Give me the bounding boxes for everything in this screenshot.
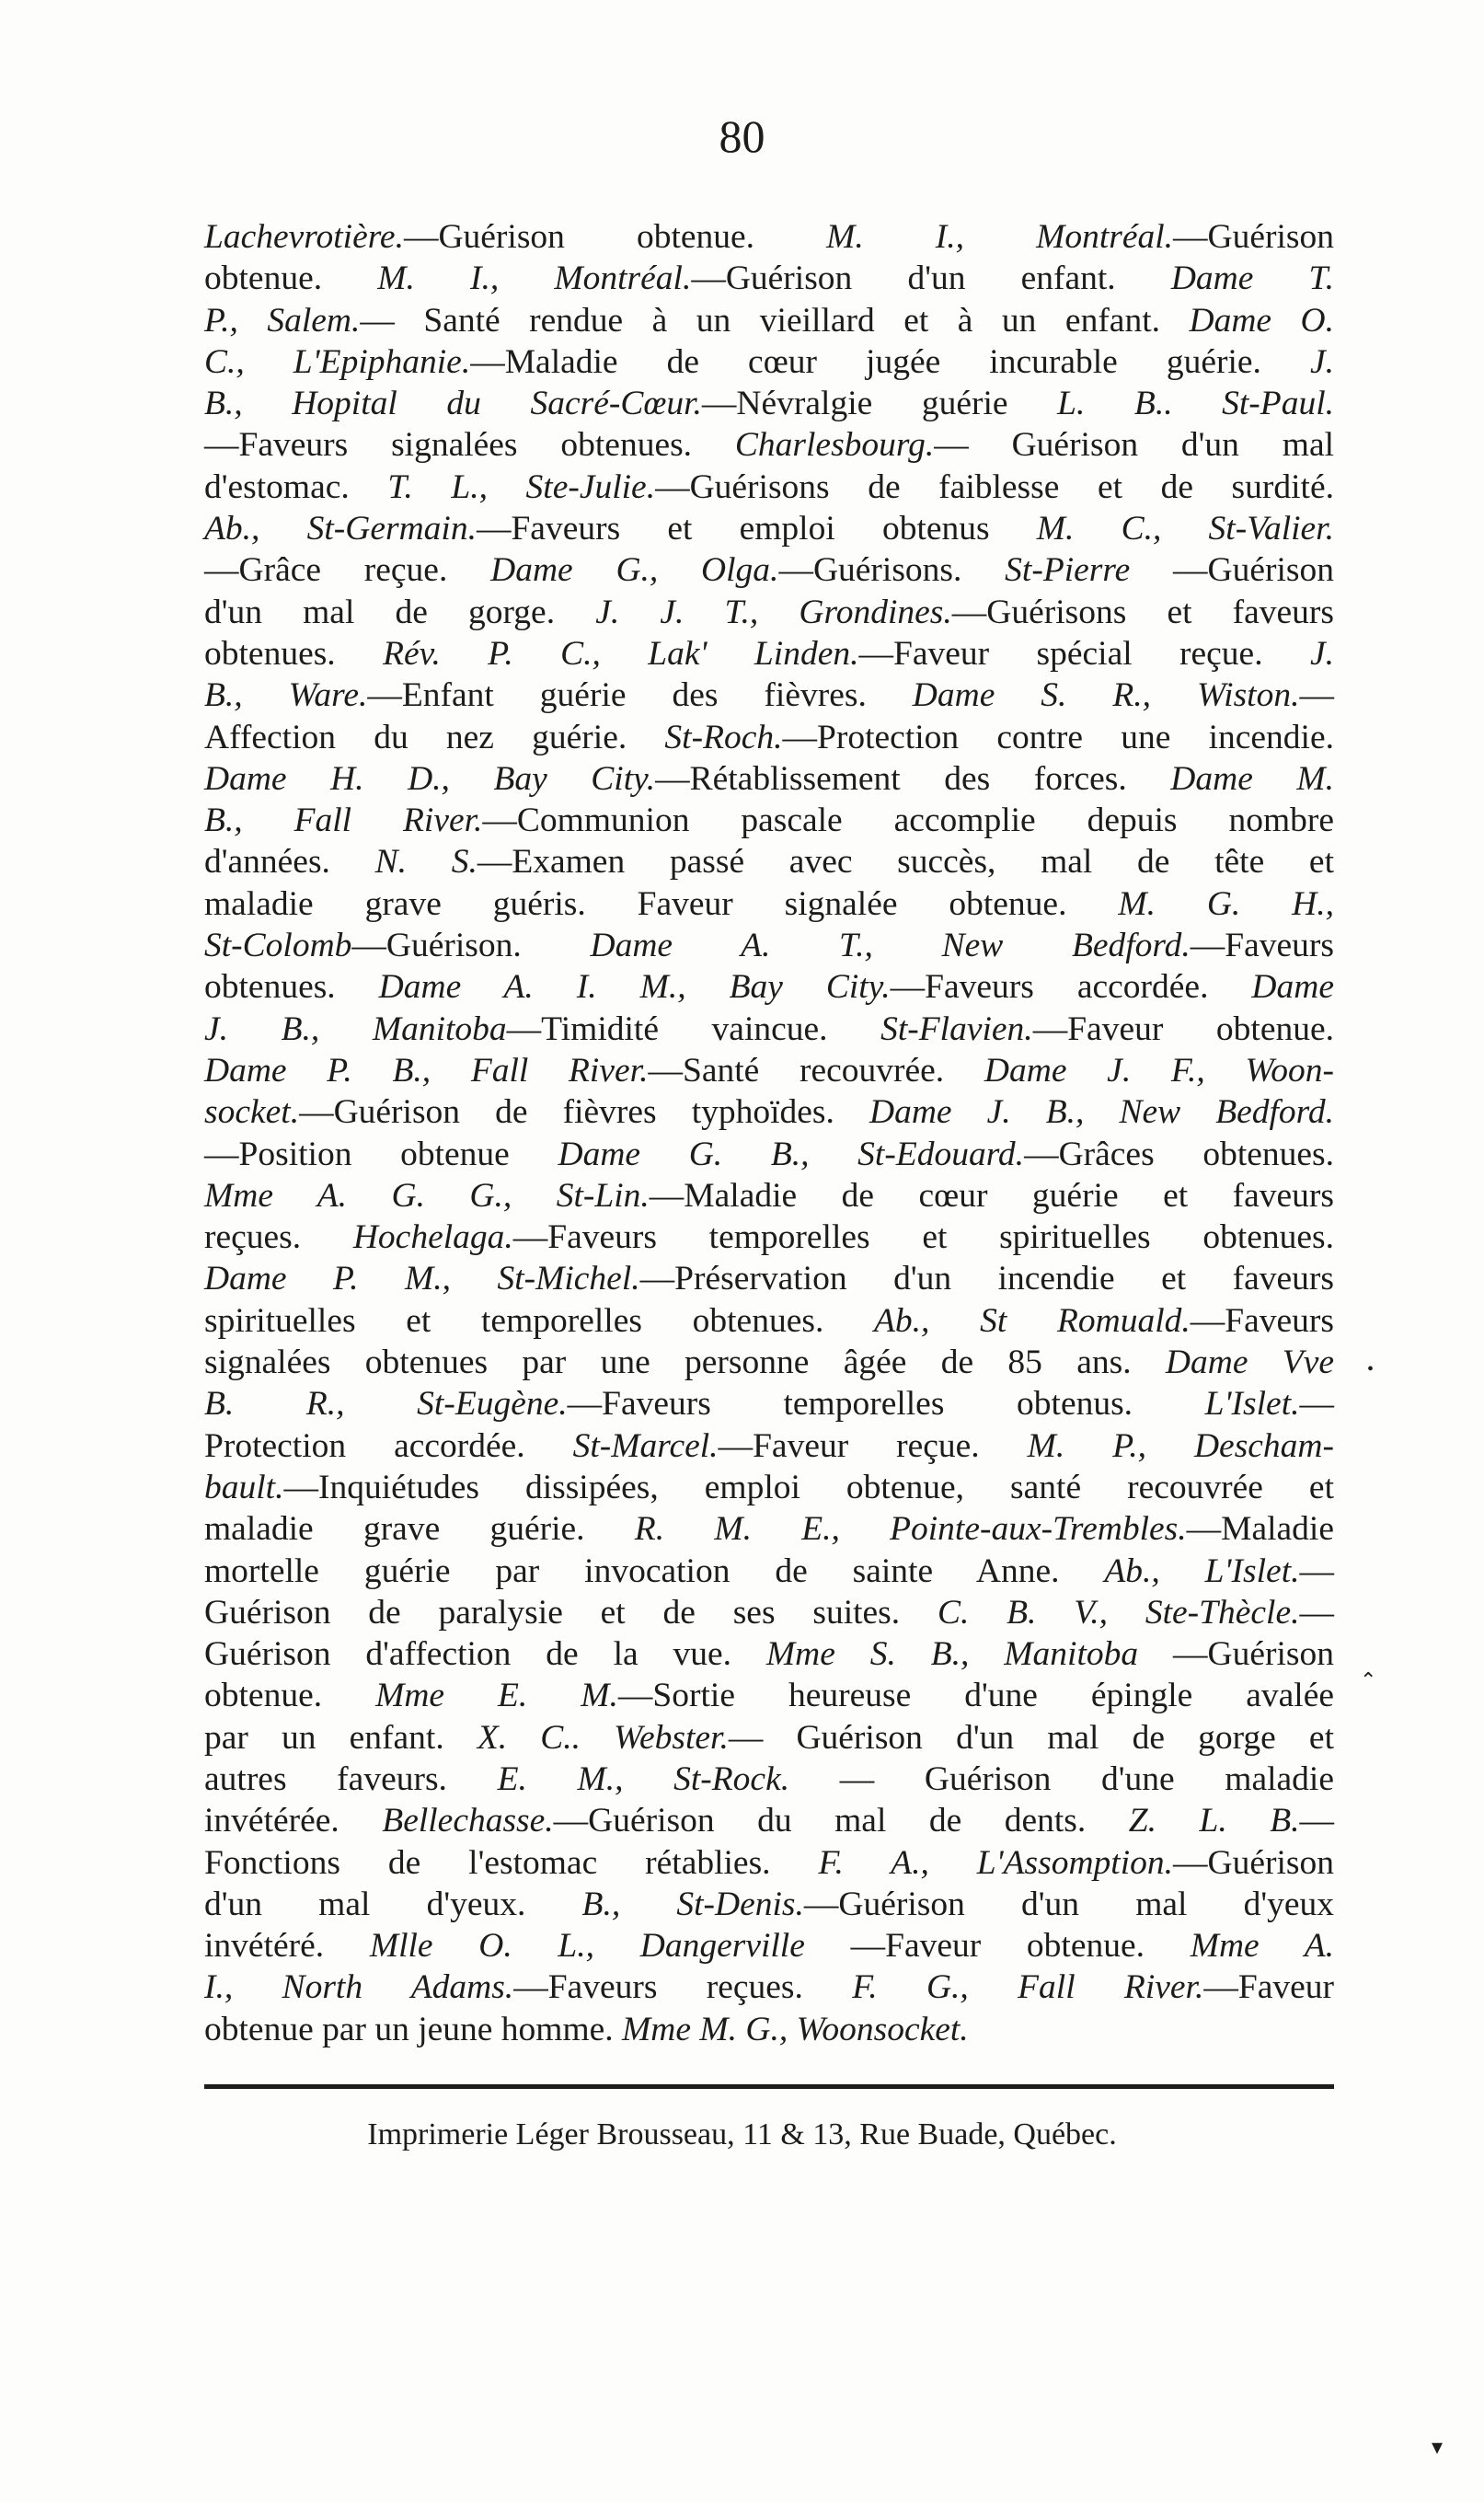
- italic-name: L'Islet.: [1204, 1385, 1300, 1424]
- text-segment: —Guérison d'un mal d'yeux: [803, 1885, 1334, 1923]
- page-number: 80: [719, 110, 765, 162]
- italic-name: Ab., L'Islet.: [1104, 1551, 1300, 1590]
- text-line: [204, 1217, 1334, 1258]
- text-segment: par un enfant.: [204, 1718, 477, 1757]
- italic-name: B., St-Denis.: [581, 1885, 804, 1923]
- italic-name: Dame A. T., New Bedford.: [590, 927, 1191, 965]
- text-line: [204, 1925, 1334, 1967]
- italic-name: X. C.. Webster.: [477, 1718, 729, 1757]
- text-line: [204, 1717, 1334, 1759]
- text-line: [204, 1383, 1334, 1425]
- ink-speck: ▾: [1432, 2436, 1444, 2460]
- text-segment: —Faveurs: [1190, 927, 1334, 965]
- text-segment: spirituelles et temporelles obtenues.: [204, 1301, 875, 1340]
- text-line: [204, 258, 1334, 299]
- italic-name: Dame: [1251, 968, 1334, 1007]
- text-segment: —Guérison obtenue.: [403, 218, 827, 256]
- italic-name: R. M. E., Pointe-aux-Trembles.: [634, 1510, 1187, 1549]
- text-line: [204, 1467, 1334, 1508]
- text-line: [204, 1967, 1334, 2008]
- text-segment: signalées obtenues par une personne âgée de 85 ans.: [204, 1344, 1166, 1382]
- text-segment: —Maladie: [1186, 1510, 1334, 1549]
- italic-name: M. C., St-Valier.: [1036, 510, 1334, 548]
- italic-name: Dame Vve: [1165, 1344, 1334, 1382]
- italic-name: Mme A.: [1190, 1927, 1334, 1966]
- text-line: [204, 1842, 1334, 1884]
- italic-name: M. P., Descham-: [1027, 1426, 1334, 1465]
- text-segment: —Protection contre une incendie.: [782, 718, 1334, 756]
- italic-name: B., Ware.: [204, 676, 368, 715]
- italic-name: F. A., L'Assomption.: [818, 1843, 1174, 1882]
- text-segment: —Préservation d'un incendie et faveurs: [639, 1260, 1334, 1298]
- text-segment: —Névralgie guérie: [701, 385, 1058, 423]
- italic-name: P., Salem.: [204, 301, 361, 340]
- text-segment: — Guérison d'une maladie: [789, 1759, 1334, 1798]
- italic-name: Dame G. B., St-Edouard.: [558, 1135, 1025, 1173]
- text-segment: —Faveurs temporelles et spirituelles obtenues.: [512, 1218, 1335, 1257]
- text-line: [204, 717, 1334, 758]
- italic-name: St-Flavien.: [880, 1009, 1033, 1048]
- text-segment: —Examen passé avec succès, mal de tête et: [477, 843, 1334, 882]
- italic-name: C. B. V., Ste-Thècle.: [937, 1593, 1300, 1632]
- text-segment: —Communion pascale accomplie depuis nombre: [482, 802, 1334, 840]
- italic-name: B., Fall River.: [204, 802, 483, 840]
- text-segment: —Maladie de cœur guérie et faveurs: [649, 1176, 1334, 1215]
- text-line: [204, 300, 1334, 341]
- text-segment: obtenue.: [204, 1677, 376, 1715]
- text-segment: mortelle guérie par invocation de sainte Anne.: [204, 1551, 1105, 1590]
- italic-name: J. J. T., Grondines.: [595, 593, 952, 631]
- text-segment: —: [1299, 1385, 1334, 1424]
- italic-name: Dame P. M., St-Michel.: [204, 1260, 640, 1298]
- body-text: [204, 216, 1334, 2050]
- italic-name: M. G. H.,: [1118, 884, 1334, 923]
- text-line: [204, 1091, 1334, 1133]
- italic-name: Dame M.: [1170, 759, 1335, 798]
- italic-name: Dame J. F., Woon-: [984, 1051, 1334, 1090]
- text-line: [204, 1508, 1334, 1550]
- text-line: [204, 1759, 1334, 1800]
- italic-name: Ab., St-Germain.: [204, 510, 477, 548]
- text-segment: d'un mal d'yeux.: [204, 1885, 582, 1923]
- text-segment: —: [1299, 1593, 1334, 1632]
- italic-name: C., L'Epiphanie.: [204, 342, 471, 381]
- italic-name: Dame T.: [1170, 260, 1334, 298]
- text-line: [204, 216, 1334, 258]
- text-segment: —Grâce reçue.: [204, 551, 491, 590]
- italic-name: St-Marcel.: [572, 1426, 719, 1465]
- text-segment: Guérison d'affection de la vue.: [204, 1635, 766, 1674]
- italic-name: Z. L. B.: [1128, 1802, 1300, 1840]
- text-line: [204, 592, 1334, 633]
- italic-name: B. R., St-Eugène.: [204, 1385, 568, 1424]
- text-line: [204, 1551, 1334, 1592]
- text-segment: —Rétablissement des forces.: [655, 759, 1171, 798]
- text-line: [204, 1342, 1334, 1383]
- italic-name: Mme S. B., Manitoba: [765, 1635, 1139, 1674]
- text-segment: d'estomac.: [204, 467, 388, 506]
- text-line: [204, 800, 1334, 841]
- text-segment: —Sortie heureuse d'une épingle avalée: [617, 1677, 1334, 1715]
- text-line: [204, 1300, 1334, 1342]
- text-line: [204, 549, 1334, 591]
- text-segment: obtenues.: [204, 968, 379, 1007]
- text-segment: —Faveur reçue.: [718, 1426, 1028, 1465]
- text-segment: —Faveurs signalées obtenues.: [204, 426, 735, 465]
- text-segment: —Faveur: [1203, 1968, 1334, 2007]
- italic-name: St-Colomb: [204, 927, 352, 965]
- text-segment: —Timidité vaincue.: [506, 1009, 881, 1048]
- text-line: [204, 467, 1334, 508]
- text-segment: reçues.: [204, 1218, 353, 1257]
- text-segment: — Santé rendue à un vieillard et à un enfant.: [360, 301, 1190, 340]
- text-segment: —Faveurs temporelles obtenus.: [567, 1385, 1205, 1424]
- italic-name: St-Pierre: [1005, 551, 1131, 590]
- text-line: [204, 1800, 1334, 1841]
- text-line: [204, 841, 1334, 882]
- text-segment: —Guérison: [1173, 1843, 1334, 1882]
- text-line: [204, 1425, 1334, 1467]
- italic-name: M. I., Montréal.: [377, 260, 692, 298]
- italic-name: Dame G., Olga.: [490, 551, 779, 590]
- text-segment: —Maladie de cœur jugée incurable guérie.: [470, 342, 1310, 381]
- italic-name: Mme A. G. G., St-Lin.: [204, 1176, 650, 1215]
- ink-speck: •: [1367, 1359, 1375, 1379]
- italic-name: Dame H. D., Bay City.: [204, 759, 656, 798]
- text-segment: invétéré.: [204, 1927, 370, 1966]
- italic-name: Hochelaga.: [352, 1218, 513, 1257]
- italic-name: bault.: [204, 1468, 284, 1506]
- text-line: [204, 1009, 1334, 1050]
- italic-name: J.: [1309, 342, 1334, 381]
- text-segment: —Enfant guérie des fièvres.: [367, 676, 913, 715]
- italic-name: J.: [1309, 634, 1334, 673]
- italic-name: M. I., Montréal.: [826, 218, 1174, 256]
- italic-name: St-Roch.: [664, 718, 783, 756]
- italic-name: Dame J. B., New Bedford.: [869, 1093, 1334, 1132]
- italic-name: Charlesbourg.: [734, 426, 935, 465]
- text-segment: —Inquiétudes dissipées, emploi obtenue, santé recouvrée et: [283, 1468, 1334, 1506]
- text-segment: —Guérison: [1130, 551, 1335, 590]
- text-line: [204, 758, 1334, 800]
- text-segment: — Guérison d'un mal: [934, 426, 1335, 465]
- text-line: [204, 1134, 1334, 1175]
- text-segment: —Guérison d'un enfant.: [691, 260, 1171, 298]
- italic-name: Mme E. M.: [375, 1677, 618, 1715]
- italic-name: B., Hopital du Sacré-Cœur.: [204, 385, 702, 423]
- text-line: [204, 966, 1334, 1008]
- text-segment: d'années.: [204, 843, 375, 882]
- text-segment: —Faveur spécial reçue.: [858, 634, 1310, 673]
- text-line: [204, 1675, 1334, 1716]
- text-segment: maladie grave guérie.: [204, 1510, 635, 1549]
- italic-name: E. M., St-Rock.: [497, 1759, 790, 1798]
- ink-speck: ⌃: [1360, 1668, 1377, 1691]
- text-segment: —Guérison.: [351, 927, 591, 965]
- text-line: [204, 424, 1334, 466]
- italic-name: Dame P. B., Fall River.: [204, 1051, 649, 1090]
- text-line: [204, 675, 1334, 716]
- italic-name: Mme M. G., Woonsocket.: [622, 2010, 969, 2048]
- italic-name: Dame O.: [1189, 301, 1335, 340]
- text-segment: —Santé recouvrée.: [648, 1051, 984, 1090]
- text-segment: autres faveurs.: [204, 1759, 498, 1798]
- text-segment: — Guérison d'un mal de gorge et: [728, 1718, 1334, 1757]
- text-line: [204, 508, 1334, 549]
- imprint-line: Imprimerie Léger Brousseau, 11 & 13, Rue Buade, Québec.: [367, 2117, 1117, 2151]
- italic-name: Ab., St Romuald.: [874, 1301, 1191, 1340]
- text-segment: obtenue.: [204, 260, 378, 298]
- text-line: [204, 633, 1334, 675]
- text-segment: obtenues.: [204, 634, 384, 673]
- text-line: [204, 1050, 1334, 1091]
- text-segment: —Guérison: [1138, 1635, 1334, 1674]
- italic-name: I., North Adams.: [204, 1968, 514, 2007]
- italic-name: T. L., Ste-Julie.: [387, 467, 656, 506]
- italic-name: L. B.. St-Paul.: [1057, 385, 1334, 423]
- text-segment: —Position obtenue: [204, 1135, 558, 1173]
- text-line: [204, 2009, 1334, 2050]
- italic-name: N. S.: [374, 843, 477, 882]
- text-segment: —Guérison de fièvres typhoïdes.: [299, 1093, 869, 1132]
- text-line: [204, 383, 1334, 424]
- text-segment: Protection accordée.: [204, 1426, 573, 1465]
- text-line: [204, 341, 1334, 383]
- text-segment: —Grâces obtenues.: [1024, 1135, 1334, 1173]
- text-segment: —: [1299, 676, 1334, 715]
- text-segment: —Guérison du mal de dents.: [553, 1802, 1129, 1840]
- italic-name: Rév. P. C., Lak' Linden.: [383, 634, 859, 673]
- text-segment: —Guérisons et faveurs: [951, 593, 1334, 631]
- text-segment: d'un mal de gorge.: [204, 593, 596, 631]
- italic-name: Dame A. I. M., Bay City.: [378, 968, 891, 1007]
- text-segment: —Faveur obtenue.: [1032, 1009, 1334, 1048]
- text-segment: Fonctions de l'estomac rétablies.: [204, 1843, 819, 1882]
- text-line: [204, 1633, 1334, 1675]
- text-segment: —Guérisons.: [778, 551, 1006, 590]
- text-line: [204, 1258, 1334, 1299]
- text-segment: —: [1299, 1802, 1335, 1840]
- text-segment: —: [1299, 1551, 1334, 1590]
- text-segment: Affection du nez guérie.: [204, 718, 665, 756]
- italic-name: J. B., Manitoba: [204, 1009, 507, 1048]
- italic-name: Mlle O. L., Dangerville: [369, 1927, 805, 1966]
- text-line: [204, 883, 1334, 925]
- text-line: [204, 925, 1334, 966]
- text-line: [204, 1884, 1334, 1925]
- text-segment: —Faveurs et emploi obtenus: [476, 510, 1037, 548]
- italic-name: F. G., Fall River.: [852, 1968, 1204, 2007]
- text-segment: —Faveurs: [1190, 1301, 1334, 1340]
- text-segment: —Guérisons de faiblesse et de surdité.: [655, 467, 1334, 506]
- italic-name: Dame S. R., Wiston.: [912, 676, 1300, 715]
- italic-name: Bellechasse.: [382, 1802, 554, 1840]
- text-line: [204, 1592, 1334, 1633]
- text-segment: —Guérison: [1173, 218, 1334, 256]
- text-segment: invétérée.: [204, 1802, 383, 1840]
- text-segment: maladie grave guéris. Faveur signalée obtenue.: [204, 884, 1119, 923]
- text-segment: —Faveurs reçues.: [513, 1968, 853, 2007]
- footer-rule: [204, 2084, 1334, 2089]
- text-segment: —Faveur obtenue.: [804, 1927, 1191, 1966]
- italic-name: socket.: [204, 1093, 300, 1132]
- text-segment: —Faveurs accordée.: [890, 968, 1252, 1007]
- text-line: [204, 1175, 1334, 1217]
- italic-name: Lachevrotière.: [204, 218, 404, 256]
- text-segment: obtenue par un jeune homme.: [204, 2010, 623, 2048]
- text-segment: Guérison de paralysie et de ses suites.: [204, 1593, 938, 1632]
